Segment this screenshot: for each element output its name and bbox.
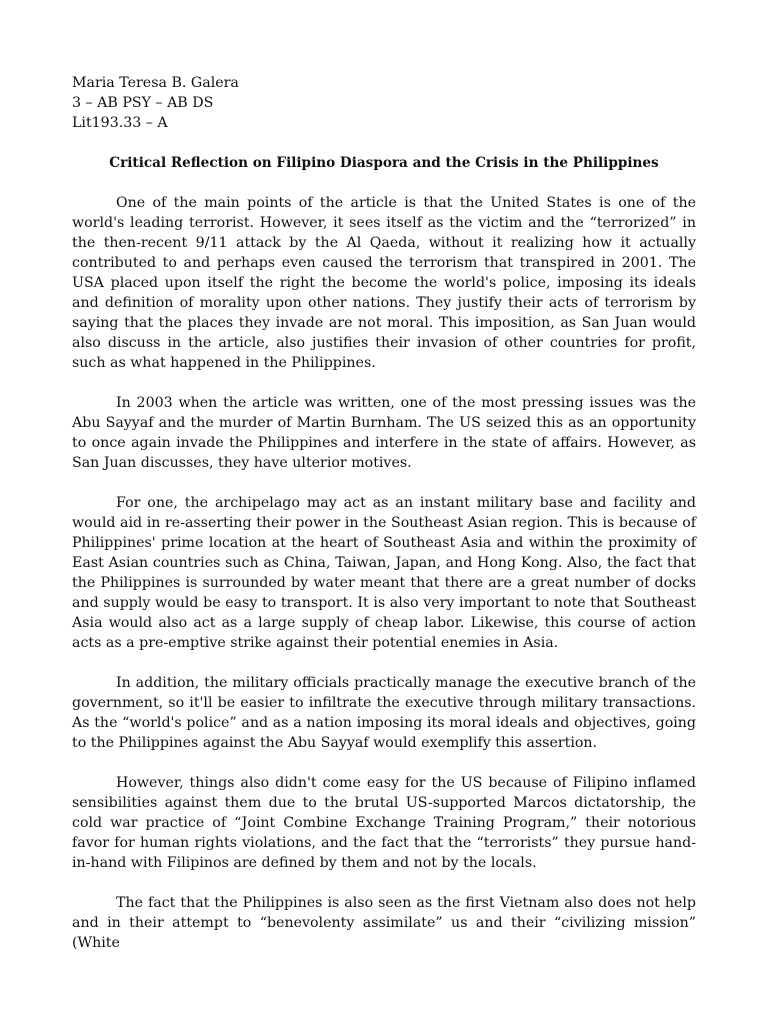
course-line: 3 – AB PSY – AB DS [72,95,214,111]
document-body [72,193,696,973]
paragraph: In 2003 when the article was written, one of the most pressing issues was the Abu Sayyaf and the murder of Martin Burnham. The US seized this as an opportunity to once again invade the Philippines and interfere in the state of affairs. However, as San Juan discusses, they have ulterior motives. [72,395,696,471]
document-title: Critical Reflection on Filipino Diaspora and the Crisis in the Philippines [109,155,659,171]
paragraph: The fact that the Philippines is also seen as the first Vietnam also does not help and in their attempt to “benevolenty assimilate” us and their “civilizing mission” (White [72,895,696,951]
paragraph: However, things also didn't come easy for the US because of Filipino inflamed sensibilities against them due to the brutal US-supported Marcos dictatorship, the cold war practice of “Joint Combine Exchange Training Program,” their notorious favor for human rights violations, and the fact that the “terrorists” they pursue hand-in-hand with Filipinos are defined by them and not by the locals. [72,775,696,871]
paragraph: One of the main points of the article is that the United States is one of the world's leading terrorist. However, it sees itself as the victim and the “terrorized” in the then-recent 9/11 attack by the Al Qaeda, without it realizing how it actually contributed to and perhaps even caused the terrorism that transpired in 2001. The USA placed upon itself the right the become the world's police, imposing its ideals and definition of morality upon other nations. They justify their acts of terrorism by saying that the places they invade are not moral. This imposition, as San Juan would also discuss in the article, also justifies their invasion of other countries for profit, such as what happened in the Philippines. [72,195,696,371]
paragraph: In addition, the military officials practically manage the executive branch of the government, so it'll be easier to infiltrate the executive through military transactions. As the “world's police” and as a nation imposing its moral ideals and objectives, going to the Philippines against the Abu Sayyaf would exemplify this assertion. [72,675,696,751]
paragraph: For one, the archipelago may act as an instant military base and facility and would aid in re-asserting their power in the Southeast Asian region. This is because of Philippines' prime location at the heart of Southeast Asia and within the proximity of East Asian countries such as China, Taiwan, Japan, and Hong Kong. Also, the fact that the Philippines is surrounded by water meant that there are a great number of docks and supply would be easy to transport. It is also very important to note that Southeast Asia would also act as a large supply of cheap labor. Likewise, this course of action acts as a pre-emptive strike against their potential enemies in Asia. [72,495,696,651]
author-name: Maria Teresa B. Galera [72,75,239,91]
section-line: Lit193.33 – A [72,115,168,131]
author-header [72,73,692,133]
